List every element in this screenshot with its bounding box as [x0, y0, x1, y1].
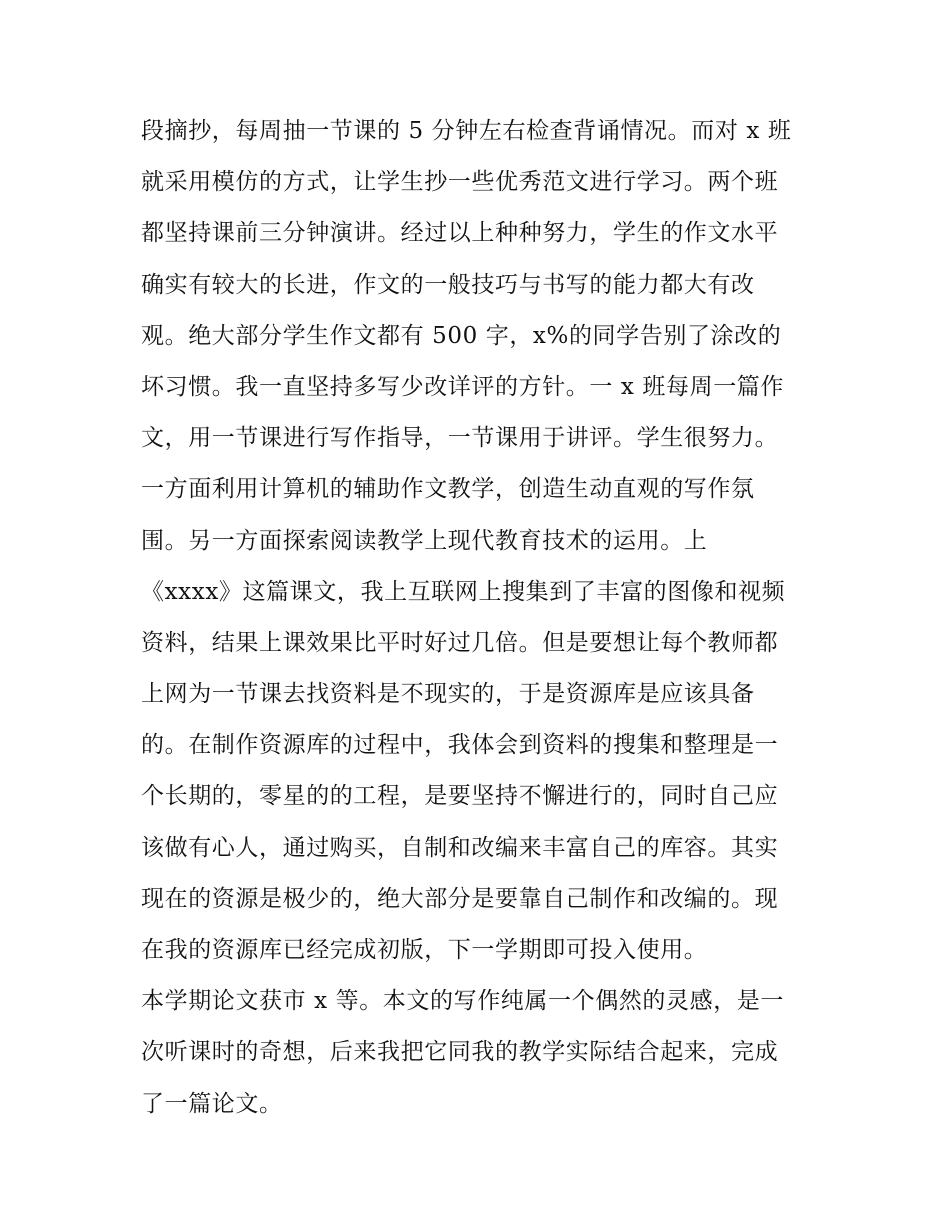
text-line: 观。绝大部分学生作文都有 500 字，x%的同学告别了涂改的: [141, 322, 782, 349]
text-line: 坏习惯。我一直坚持多写少改详评的方针。一 x 班每周一篇作: [141, 373, 784, 400]
text-line: 该做有心人，通过购买，自制和改编来丰富自己的库容。其实: [141, 834, 779, 861]
body-text: [141, 106, 821, 1130]
text-line: 就采用模仿的方式，让学生抄一些优秀范文进行学习。两个班: [141, 169, 779, 196]
text-line: 的。在制作资源库的过程中，我体会到资料的搜集和整理是一: [141, 732, 779, 759]
text-line: 个长期的，零星的的工程，是要坚持不懈进行的，同时自己应: [141, 783, 779, 810]
text-line: 确实有较大的长进，作文的一般技巧与书写的能力都大有改: [141, 271, 755, 298]
text-line: 现在的资源是极少的，绝大部分是要靠自己制作和改编的。现: [141, 885, 779, 912]
text-line: 段摘抄，每周抽一节课的 5 分钟左右检查背诵情况。而对 x 班: [141, 118, 792, 144]
text-line: 资料，结果上课效果比平时好过几倍。但是要想让每个教师都: [141, 629, 779, 656]
text-line: 次听课时的奇想，后来我把它同我的教学实际结合起来，完成: [141, 1039, 779, 1066]
text-line: 围。另一方面探索阅读教学上现代教育技术的运用。上: [141, 527, 708, 554]
text-line: 了一篇论文。: [141, 1090, 283, 1117]
text-line: 《xxxx》这篇课文，我上互联网上搜集到了丰富的图像和视频: [141, 578, 786, 605]
text-line: 文，用一节课进行写作指导，一节课用于讲评。学生很努力。: [141, 425, 779, 452]
text-line: 本学期论文获市 x 等。本文的写作纯属一个偶然的灵感，是一: [141, 988, 784, 1015]
text-line: 一方面利用计算机的辅助作文教学，创造生动直观的写作氛: [141, 476, 755, 503]
text-line: 上网为一节课去找资料是不现实的，于是资源库是应该具备: [141, 681, 755, 708]
text-line: 都坚持课前三分钟演讲。经过以上种种努力，学生的作文水平: [141, 220, 779, 247]
text-line: 在我的资源库已经完成初版，下一学期即可投入使用。: [141, 937, 708, 963]
